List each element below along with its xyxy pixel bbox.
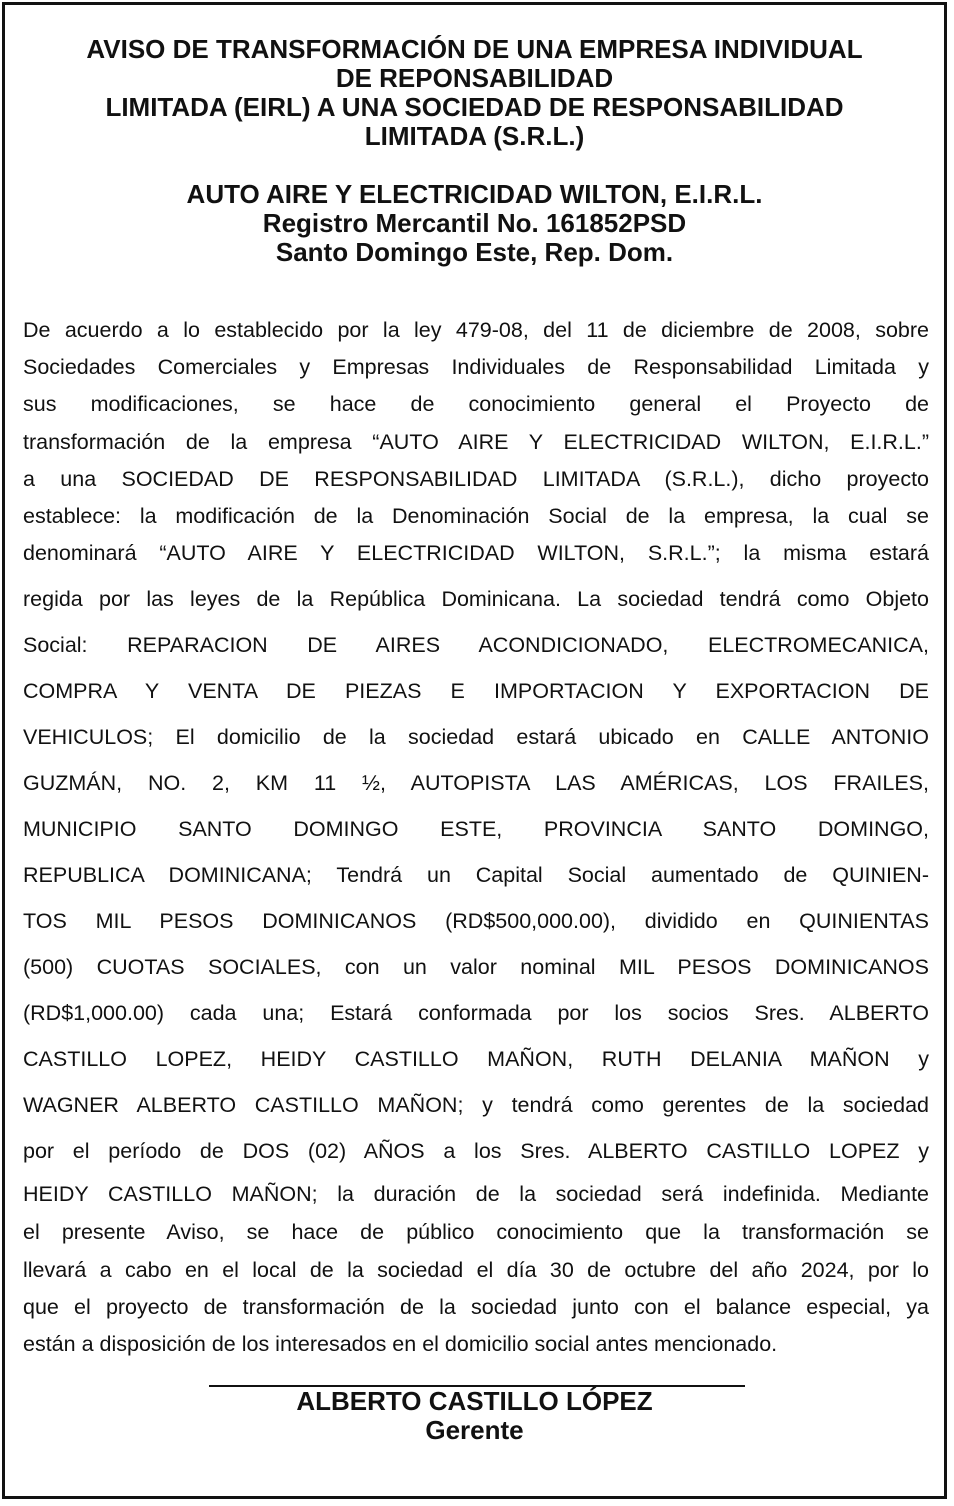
body-line: transformación de la empresa “AUTO AIRE Y ELECTRICIDAD WILTON, E.I.R.L.” bbox=[23, 429, 929, 454]
body-line: GUZMÁN, NO. 2, KM 11 ½, AUTOPISTA LAS AMÉRICAS, LOS FRAILES, bbox=[23, 771, 929, 796]
body-line: De acuerdo a lo establecido por la ley 479-08, del 11 de diciembre de 2008, sobre bbox=[23, 318, 929, 342]
body-line: Sociedades Comerciales y Empresas Individuales de Responsabilidad Limitada y bbox=[23, 355, 929, 380]
body-line: establece: la modificación de la Denominación Social de la empresa, la cual se bbox=[23, 504, 929, 529]
body-line: por el período de DOS (02) AÑOS a los Sres. ALBERTO CASTILLO LOPEZ y bbox=[23, 1139, 929, 1164]
company-block bbox=[15, 180, 934, 267]
body-line: sus modificaciones, se hace de conocimiento general el Proyecto de bbox=[23, 392, 929, 417]
body-line: REPUBLICA DOMINICANA; Tendrá un Capital Social aumentado de QUINIEN- bbox=[23, 863, 929, 888]
body-line: a una SOCIEDAD DE RESPONSABILIDAD LIMITADA (S.R.L.), dicho proyecto bbox=[23, 466, 929, 491]
body-line: están a disposición de los interesados en el domicilio social antes mencionado. bbox=[23, 1332, 778, 1357]
body-line: Social: REPARACION DE AIRES ACONDICIONADO, ELECTROMECANICA, bbox=[23, 633, 929, 658]
title-line: LIMITADA (S.R.L.) bbox=[364, 121, 585, 151]
body-line: COMPRA Y VENTA DE PIEZAS E IMPORTACION Y EXPORTACION DE bbox=[23, 679, 929, 704]
body-line: regida por las leyes de la República Dominicana. La sociedad tendrá como Objeto bbox=[23, 587, 929, 612]
company-name: AUTO AIRE Y ELECTRICIDAD WILTON, E.I.R.L. bbox=[186, 179, 763, 209]
notice-title bbox=[15, 35, 934, 151]
legal-notice bbox=[2, 2, 947, 1499]
body-line: HEIDY CASTILLO MAÑON; la duración de la sociedad será indefinida. Mediante bbox=[23, 1182, 929, 1207]
signer-name: ALBERTO CASTILLO LÓPEZ bbox=[296, 1386, 653, 1416]
title-line: DE REPONSABILIDAD bbox=[335, 63, 614, 93]
signer-role: Gerente bbox=[425, 1415, 524, 1445]
registry-number: Registro Mercantil No. 161852PSD bbox=[262, 208, 687, 238]
body-line: VEHICULOS; El domicilio de la sociedad estará ubicado en CALLE ANTONIO bbox=[23, 725, 929, 750]
title-line: LIMITADA (EIRL) A UNA SOCIEDAD DE RESPONSABILIDAD bbox=[105, 92, 844, 122]
body-line: (RD$1,000.00) cada una; Estará conformada por los socios Sres. ALBERTO bbox=[23, 1001, 929, 1026]
body-line: denominará “AUTO AIRE Y ELECTRICIDAD WILTON, S.R.L.”; la misma estará bbox=[23, 541, 929, 566]
body-line: MUNICIPIO SANTO DOMINGO ESTE, PROVINCIA SANTO DOMINGO, bbox=[23, 817, 929, 842]
title-line: AVISO DE TRANSFORMACIÓN DE UNA EMPRESA INDIVIDUAL bbox=[86, 34, 863, 64]
company-location: Santo Domingo Este, Rep. Dom. bbox=[275, 237, 674, 267]
body-line: llevará a cabo en el local de la sociedad el día 30 de octubre del año 2024, por lo bbox=[23, 1257, 929, 1282]
body-line: (500) CUOTAS SOCIALES, con un valor nominal MIL PESOS DOMINICANOS bbox=[23, 955, 929, 980]
body-line: WAGNER ALBERTO CASTILLO MAÑON; y tendrá como gerentes de la sociedad bbox=[23, 1093, 929, 1118]
body-line: el presente Aviso, se hace de público conocimiento que la transformación se bbox=[23, 1220, 929, 1245]
body-line: TOS MIL PESOS DOMINICANOS (RD$500,000.00), dividido en QUINIENTAS bbox=[23, 909, 929, 934]
notice-body bbox=[23, 312, 929, 1363]
body-line: CASTILLO LOPEZ, HEIDY CASTILLO MAÑON, RUTH DELANIA MAÑON y bbox=[23, 1047, 929, 1072]
body-line: que el proyecto de transformación de la sociedad junto con el balance especial, ya bbox=[23, 1294, 929, 1319]
